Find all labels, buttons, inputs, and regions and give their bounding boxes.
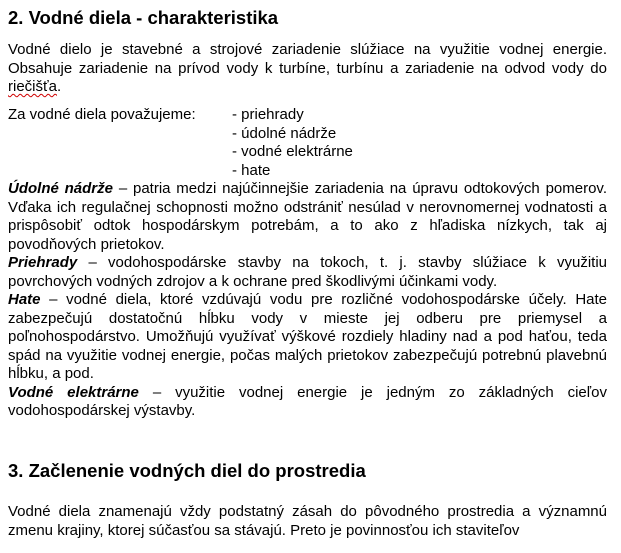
definition-valley-reservoirs <box>8 180 607 254</box>
definition-term: Vodné elektrárne <box>8 383 139 401</box>
list-item: - vodné elektrárne <box>232 143 353 160</box>
definition-hydro-plants <box>8 384 607 421</box>
definition-weirs <box>8 291 607 384</box>
definition-dams <box>8 254 607 291</box>
list-item: - priehrady <box>232 106 304 123</box>
section-heading-characteristics: 2. Vodné diela - charakteristika <box>8 7 279 28</box>
dam-types-list-block <box>8 106 607 180</box>
definition-text: – vodné diela, ktoré vzdúvajú vodu pre rozličné vodohospodárske účely. Hate zabezpečujú dostatočnú hĺbku vody v mieste jej odberu pre priemysel a poľnohospodárstvo. Umožňujú využívať výškové rozdiely hladiny nad a pod haťou, teda spád na využitie vodnej energie, počas malých prietokov zabezpečujú potrebnú plavebnú hĺbku, a pod. <box>8 291 607 382</box>
intro-line-3-end: . <box>56 78 62 95</box>
list-label: Za vodné diela považujeme: <box>8 106 196 123</box>
intro-paragraph <box>8 41 607 97</box>
intro-line-2: Obsahuje zariadenie na prívod vody k turbíne, turbínu a zariadenie na odvod vody do <box>8 59 607 77</box>
definition-term: Hate <box>8 291 41 308</box>
dam-types-list <box>232 106 353 180</box>
intro-line-3 <box>8 78 607 97</box>
section-heading-integration: 3. Začlenenie vodných diel do prostredia <box>8 460 366 481</box>
definitions <box>8 180 607 421</box>
intro-line-1: Vodné dielo je stavebné a strojové zariadenie slúžiace na využitie vodnej energie. <box>8 41 607 58</box>
spellcheck-flagged-word: riečišťa <box>8 78 57 95</box>
list-item: - hate <box>232 161 271 179</box>
definition-text: – patria medzi najúčinnejšie zariadenia na úpravu odtokových pomerov. Vďaka ich regulačnej schopnosti možno odstrániť nesúlad v nerovnomernej vodnatosti a prispôsobiť odtok hospodárskym potrebám, a to ako z hľadiska nízkych, tak aj povodňových prietokov. <box>8 180 607 253</box>
definition-text: – využitie vodnej energie je jedným zo základných cieľov vodohospodárskej výstavby. <box>8 383 607 419</box>
definition-term: Údolné nádrže <box>8 180 113 197</box>
definition-text: – vodohospodárske stavby na tokoch, t. j. stavby slúžiace k využitiu povrchových vodných zdrojov a k ochrane pred škodlivými účinkami vody. <box>8 254 607 290</box>
list-item: - údolné nádrže <box>232 124 337 142</box>
definition-term: Priehrady <box>8 254 78 271</box>
integration-paragraph: Vodné diela znamenajú vždy podstatný zásah do pôvodného prostredia a významnú zmenu krajiny, ktorej súčasťou sa stávajú. Preto je povinnosťou ich staviteľov <box>8 503 607 539</box>
